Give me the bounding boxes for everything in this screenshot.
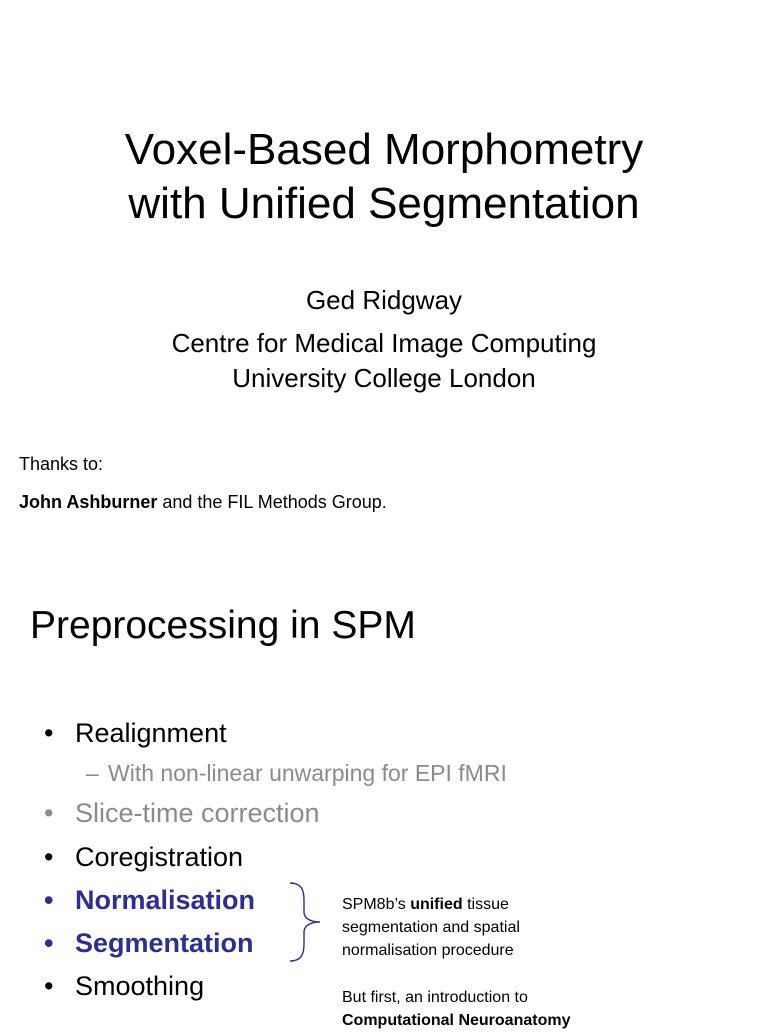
- intro-line-1: But first, an introduction to: [342, 989, 528, 1006]
- bullet-label: Smoothing: [75, 971, 205, 1001]
- bullet-normalisation: [44, 883, 255, 917]
- bullet-dot: •: [44, 928, 54, 958]
- author-name: Ged Ridgway: [305, 285, 463, 315]
- sub-bullet-unwarping: [86, 759, 507, 787]
- intro-note: [342, 986, 642, 1032]
- affiliation-line-1: Centre for Medical Image Computing: [171, 328, 597, 358]
- bullet-dot: •: [44, 842, 54, 872]
- bullet-dot: •: [44, 885, 54, 915]
- note-line-2: segmentation and spatial: [342, 919, 520, 936]
- bullet-slice-time: [44, 796, 320, 830]
- sub-bullet-dash: –: [86, 760, 99, 786]
- section-title: Preprocessing in SPM: [30, 604, 416, 647]
- bullet-smoothing: [44, 969, 204, 1003]
- thanks-label: Thanks to:: [19, 454, 104, 474]
- bullet-label: Slice-time correction: [75, 798, 320, 828]
- intro-line-2: Computational Neuroanatomy: [342, 1012, 571, 1029]
- unified-segmentation-note: [342, 893, 642, 962]
- title-line-1: Voxel-Based Morphometry: [124, 125, 644, 174]
- note-line-3: normalisation procedure: [342, 942, 514, 959]
- bullet-label: Normalisation: [75, 885, 256, 915]
- thanks-line: [19, 491, 387, 513]
- note-text-a: SPM8b’s: [342, 896, 411, 913]
- bullet-dot: •: [44, 971, 54, 1001]
- bullet-label: Coregistration: [75, 842, 244, 872]
- title-line-2: with Unified Segmentation: [128, 179, 640, 228]
- thanks-rest: and the FIL Methods Group.: [157, 492, 387, 512]
- sub-bullet-label: With non-linear unwarping for EPI fMRI: [108, 760, 507, 786]
- bullet-coregistration: [44, 840, 243, 874]
- bullet-label: Realignment: [75, 718, 227, 748]
- bullet-label: Segmentation: [75, 928, 254, 958]
- bullet-realignment: [44, 716, 227, 750]
- bullet-dot: •: [44, 718, 54, 748]
- curly-brace-icon: [286, 880, 326, 964]
- thanks-name: John Ashburner: [19, 492, 158, 512]
- bullet-segmentation: [44, 926, 254, 960]
- note-text-b: tissue: [462, 896, 509, 913]
- affiliation-line-2: University College London: [232, 363, 536, 393]
- note-line-1: [342, 893, 642, 916]
- note-text-bold: unified: [410, 896, 463, 913]
- bullet-dot: •: [44, 798, 54, 828]
